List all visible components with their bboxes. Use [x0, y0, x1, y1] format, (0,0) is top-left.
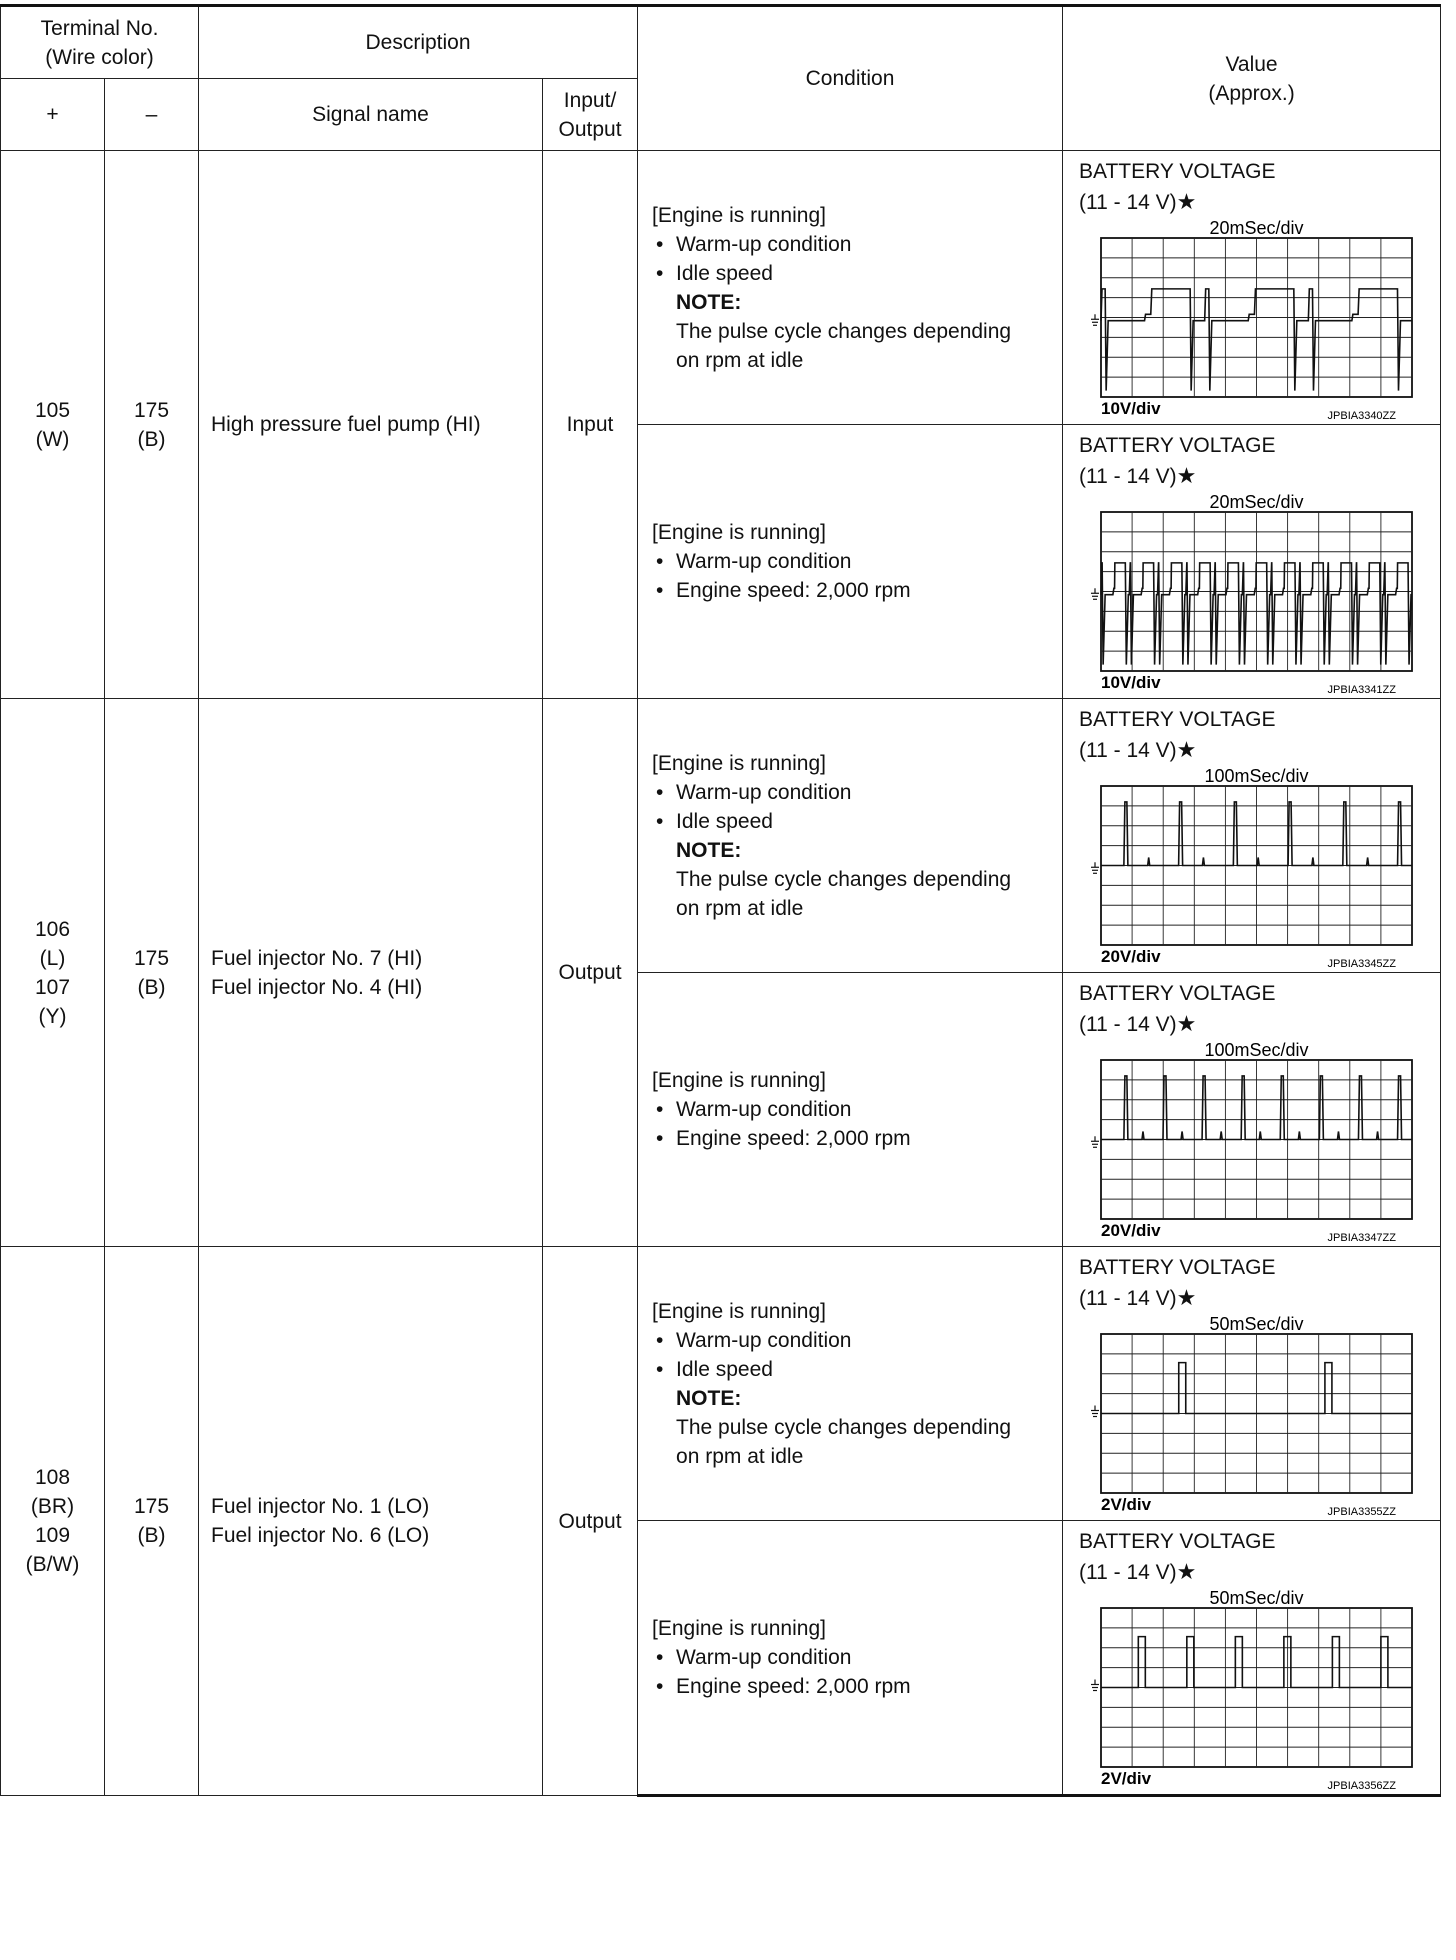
table-row — [1, 1247, 1441, 1521]
condition-item: • Idle speed — [652, 259, 1062, 288]
oscilloscope-waveform — [1079, 494, 1424, 698]
input-output: Input — [543, 151, 638, 699]
value-cell — [1063, 699, 1441, 973]
scope-timebase: 20mSec/div — [1209, 494, 1304, 512]
value-label: BATTERY VOLTAGE — [1079, 1530, 1276, 1553]
scope-figure — [1079, 494, 1440, 698]
value-range: (11 - 14 V) — [1079, 465, 1177, 488]
ground-marker-icon — [1091, 314, 1099, 325]
scope-volts: 2V/div — [1101, 1495, 1152, 1514]
value-label: BATTERY VOLTAGE — [1079, 434, 1276, 457]
header-signal-name: Signal name — [199, 79, 543, 151]
scope-timebase: 100mSec/div — [1204, 768, 1309, 786]
value-cell — [1063, 1521, 1441, 1796]
scope-figure — [1079, 1590, 1440, 1794]
value-label: BATTERY VOLTAGE — [1079, 982, 1276, 1005]
signal-name: Fuel injector No. 1 (LO) Fuel injector No. 6 (LO) — [199, 1247, 543, 1796]
oscilloscope-waveform — [1079, 768, 1424, 972]
value-range: (11 - 14 V) — [1079, 191, 1177, 214]
condition-heading: [Engine is running] — [652, 1617, 826, 1640]
oscilloscope-waveform — [1079, 1042, 1424, 1246]
input-output: Output — [543, 699, 638, 1247]
signal-name: High pressure fuel pump (HI) — [199, 151, 543, 699]
value-range: (11 - 14 V) — [1079, 1561, 1177, 1584]
header-condition: Condition — [638, 6, 1063, 151]
value-label: BATTERY VOLTAGE — [1079, 708, 1276, 731]
condition-item: • Warm-up condition — [652, 1326, 1062, 1355]
value-cell — [1063, 425, 1441, 699]
value-label: BATTERY VOLTAGE — [1079, 160, 1276, 183]
star-icon: ★ — [1176, 1285, 1197, 1310]
terminal-minus: 175 (B) — [105, 1247, 199, 1796]
ground-marker-icon — [1091, 1680, 1099, 1691]
value-range-line — [1079, 1557, 1440, 1588]
scope-figure-code: JPBIA3345ZZ — [1327, 958, 1397, 970]
condition-cell — [638, 973, 1063, 1247]
condition-heading: [Engine is running] — [652, 751, 826, 775]
condition-item: • Engine speed: 2,000 rpm — [652, 1124, 1062, 1153]
scope-volts: 10V/div — [1101, 673, 1161, 692]
condition-heading: [Engine is running] — [652, 1299, 826, 1323]
value-range-line — [1079, 1009, 1440, 1040]
condition-list — [652, 230, 1062, 288]
terminal-table — [0, 4, 1441, 1797]
star-icon: ★ — [1176, 737, 1197, 762]
condition-list — [652, 1095, 1062, 1153]
header-terminal: Terminal No. (Wire color) — [1, 6, 199, 79]
table-row — [1, 699, 1441, 973]
value-range: (11 - 14 V) — [1079, 1287, 1177, 1310]
scope-timebase: 100mSec/div — [1204, 1042, 1309, 1060]
header-value: Value (Approx.) — [1063, 6, 1441, 151]
condition-note — [652, 288, 1062, 375]
value-cell — [1063, 1247, 1441, 1521]
scope-timebase: 20mSec/div — [1209, 220, 1304, 238]
scope-timebase: 50mSec/div — [1209, 1590, 1304, 1608]
value-range-line — [1079, 735, 1440, 766]
header-minus: – — [105, 79, 199, 151]
oscilloscope-waveform — [1079, 220, 1424, 424]
signal-name: Fuel injector No. 7 (HI) Fuel injector No. 4 (HI) — [199, 699, 543, 1247]
value-label: BATTERY VOLTAGE — [1079, 1256, 1276, 1279]
condition-cell — [638, 425, 1063, 699]
condition-heading: [Engine is running] — [652, 1069, 826, 1092]
scope-figure-code: JPBIA3355ZZ — [1327, 1506, 1397, 1518]
oscilloscope-waveform — [1079, 1590, 1424, 1794]
note-text: The pulse cycle changes depending on rpm at idle — [676, 867, 1012, 920]
condition-cell — [638, 1247, 1063, 1521]
condition-cell — [638, 1521, 1063, 1796]
condition-item: • Warm-up condition — [652, 1643, 1062, 1672]
scope-figure — [1079, 1042, 1440, 1246]
scope-figure-code: JPBIA3347ZZ — [1327, 1232, 1397, 1244]
condition-list — [652, 778, 1062, 836]
value-range: (11 - 14 V) — [1079, 1013, 1177, 1036]
condition-note — [652, 1384, 1062, 1471]
value-range-line — [1079, 187, 1440, 218]
value-cell — [1063, 973, 1441, 1247]
scope-figure — [1079, 1316, 1440, 1520]
terminal-minus: 175 (B) — [105, 151, 199, 699]
ground-marker-icon — [1091, 862, 1099, 873]
scope-figure — [1079, 220, 1440, 424]
header-plus: + — [1, 79, 105, 151]
header-input-output: Input/ Output — [543, 79, 638, 151]
terminal-minus: 175 (B) — [105, 699, 199, 1247]
star-icon: ★ — [1176, 189, 1197, 214]
scope-volts: 2V/div — [1101, 1769, 1152, 1788]
condition-cell — [638, 699, 1063, 973]
condition-cell — [638, 151, 1063, 425]
condition-note — [652, 836, 1062, 923]
value-range-line — [1079, 461, 1440, 492]
condition-item: • Warm-up condition — [652, 778, 1062, 807]
condition-heading: [Engine is running] — [652, 521, 826, 544]
ground-marker-icon — [1091, 1406, 1099, 1417]
terminal-plus: 105 (W) — [1, 151, 105, 699]
scope-volts: 10V/div — [1101, 399, 1161, 418]
condition-list — [652, 547, 1062, 605]
terminal-plus: 106 (L) 107 (Y) — [1, 699, 105, 1247]
scope-figure — [1079, 768, 1440, 972]
condition-item: • Warm-up condition — [652, 230, 1062, 259]
header-description: Description — [199, 6, 638, 79]
table-row — [1, 151, 1441, 425]
ground-marker-icon — [1091, 1136, 1099, 1147]
note-title: NOTE: — [676, 290, 742, 314]
note-text: The pulse cycle changes depending on rpm at idle — [676, 1415, 1012, 1468]
condition-list — [652, 1326, 1062, 1384]
condition-item: • Engine speed: 2,000 rpm — [652, 1672, 1062, 1701]
condition-item: • Warm-up condition — [652, 1095, 1062, 1124]
value-range: (11 - 14 V) — [1079, 739, 1177, 762]
input-output: Output — [543, 1247, 638, 1796]
star-icon: ★ — [1176, 463, 1197, 488]
note-text: The pulse cycle changes depending on rpm at idle — [676, 319, 1012, 372]
star-icon: ★ — [1176, 1559, 1197, 1584]
scope-figure-code: JPBIA3341ZZ — [1327, 684, 1397, 696]
oscilloscope-waveform — [1079, 1316, 1424, 1520]
scope-figure-code: JPBIA3340ZZ — [1327, 410, 1397, 422]
condition-list — [652, 1643, 1062, 1701]
scope-figure-code: JPBIA3356ZZ — [1327, 1780, 1397, 1792]
condition-item: • Idle speed — [652, 807, 1062, 836]
scope-volts: 20V/div — [1101, 1221, 1161, 1240]
condition-item: • Warm-up condition — [652, 547, 1062, 576]
condition-heading: [Engine is running] — [652, 203, 826, 227]
condition-item: • Engine speed: 2,000 rpm — [652, 576, 1062, 605]
ground-marker-icon — [1091, 588, 1099, 599]
value-range-line — [1079, 1283, 1440, 1314]
note-title: NOTE: — [676, 838, 742, 862]
note-title: NOTE: — [676, 1386, 742, 1410]
scope-timebase: 50mSec/div — [1209, 1316, 1304, 1334]
condition-item: • Idle speed — [652, 1355, 1062, 1384]
star-icon: ★ — [1176, 1011, 1197, 1036]
scope-volts: 20V/div — [1101, 947, 1161, 966]
terminal-plus: 108 (BR) 109 (B/W) — [1, 1247, 105, 1796]
value-cell — [1063, 151, 1441, 425]
